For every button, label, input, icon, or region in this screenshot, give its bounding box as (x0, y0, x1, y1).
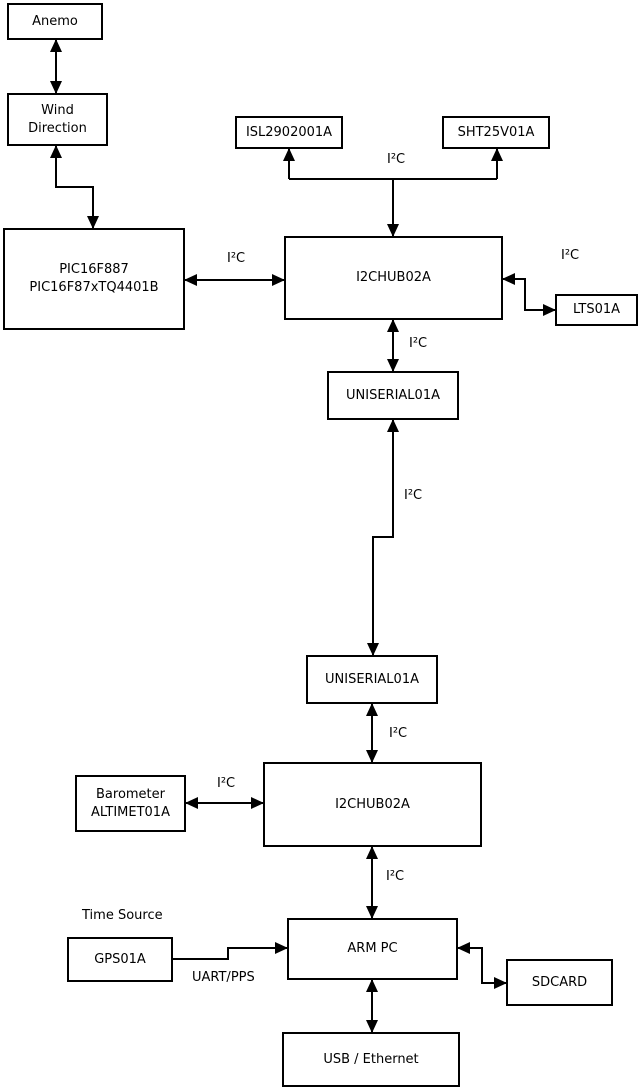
box-barometer (75, 775, 186, 832)
label-i2c-uniserial-hub-bottom: I²C (389, 726, 408, 741)
connector-gps-armpc (173, 948, 287, 959)
box-uniserial-top (327, 371, 459, 420)
box-barometer-label-line2: ALTIMET01A (91, 804, 170, 820)
box-uniserial-bottom (306, 655, 438, 704)
box-uniserial-bottom-label: UNISERIAL01A (325, 671, 419, 687)
box-sht-sensor (442, 116, 550, 149)
box-arm-pc-label: ARM PC (347, 941, 398, 956)
box-i2c-hub-bottom-label: I2CHUB02A (335, 796, 410, 812)
box-isl-sensor-label: ISL2902001A (245, 124, 333, 140)
box-pic-mcu (3, 228, 185, 330)
box-gps (67, 937, 173, 982)
box-isl-sensor (235, 116, 343, 149)
box-uniserial-top-label: UNISERIAL01A (346, 387, 440, 403)
box-usb-ethernet (282, 1032, 460, 1087)
box-arm-pc (287, 918, 458, 980)
box-anemometer (7, 3, 103, 40)
connector-uniserial-top-to-bottom (373, 420, 393, 655)
box-wind-direction (7, 93, 108, 146)
connector-wind-pic (56, 146, 93, 228)
box-barometer-label-line1: Barometer (96, 786, 165, 802)
box-lts-sensor-label: LTS01A (572, 302, 621, 317)
label-i2c-pic-hub: I²C (227, 251, 246, 266)
label-i2c-barometer: I²C (217, 776, 236, 791)
label-i2c-lts: I²C (561, 248, 580, 263)
box-sht-sensor-label: SHT25V01A (457, 124, 535, 140)
label-i2c-uniserial-link: I²C (404, 488, 423, 503)
box-i2c-hub-top-label: I2CHUB02A (356, 270, 431, 285)
box-gps-label: GPS01A (94, 951, 146, 967)
label-i2c-sensor-bus: I²C (387, 152, 406, 167)
box-sdcard (506, 959, 613, 1006)
box-wind-direction-label-line1: Wind (41, 102, 74, 118)
label-time-source: Time Source (82, 908, 163, 923)
box-i2c-hub-bottom (263, 762, 482, 847)
box-lts-sensor (555, 294, 638, 326)
box-pic-mcu-label-line2: PIC16F87xTQ4401B (29, 280, 159, 295)
connector-armpc-sdcard (458, 948, 506, 983)
connector-hub1-lts (503, 279, 555, 310)
box-pic-mcu-label-line1: PIC16F887 (59, 262, 129, 277)
box-i2c-hub-top (284, 236, 503, 320)
box-anemometer-label: Anemo (32, 13, 78, 29)
box-wind-direction-label-line2: Direction (28, 120, 87, 136)
box-sdcard-label: SDCARD (531, 974, 588, 990)
label-i2c-hub-top-uniserial: I²C (409, 336, 428, 351)
label-i2c-hub-bottom-armpc: I²C (386, 869, 405, 884)
box-usb-ethernet-label: USB / Ethernet (323, 1051, 419, 1067)
label-uart-pps: UART/PPS (192, 970, 255, 985)
